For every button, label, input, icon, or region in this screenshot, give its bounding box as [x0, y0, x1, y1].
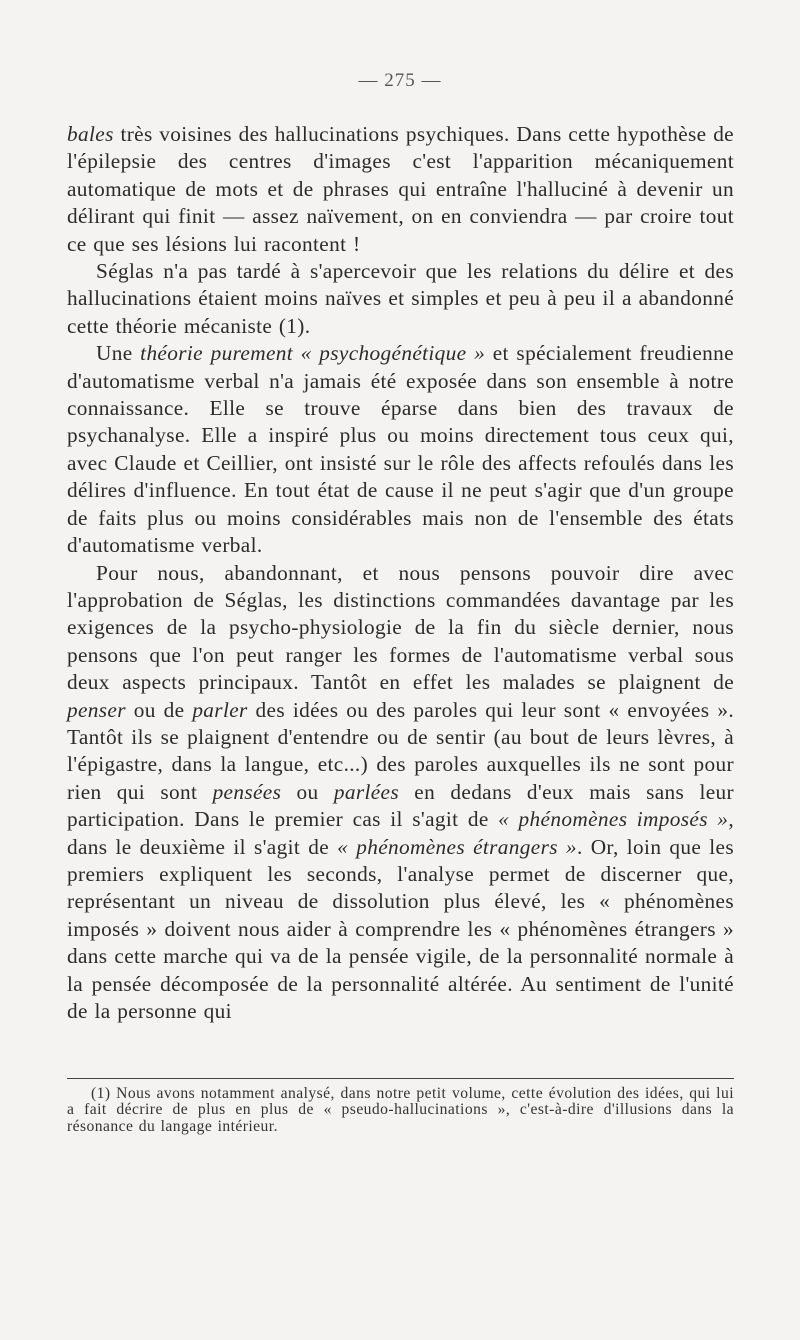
- text-span: Pour nous, abandonnant, et nous pensons pouvoir dire avec l'approbation de Séglas, les distinctions commandées davantage par les exigences de la psycho-physiologie de la fin du siècle dernier, nous pensons que l'on peut ranger les formes de l'automatisme verbal sous deux aspects principaux. Tantôt en effet les malades se plaignent de: [67, 560, 734, 695]
- text-span: Une: [96, 341, 141, 366]
- text-span: « phénomènes étrangers »: [337, 834, 577, 859]
- page-number: — 275 —: [358, 70, 442, 91]
- text-span: penser: [67, 697, 126, 722]
- footnote-divider: [67, 1078, 734, 1079]
- footnote: [67, 1086, 734, 1135]
- paragraph: [67, 258, 734, 340]
- text-span: ou de: [125, 697, 193, 722]
- footnote-text: (1) Nous avons notamment analysé, dans notre petit volume, cette évolution des idées, qui lui a fait décrire de plus en plus de « pseudo-hallucinations », c'est-à-dire d'illusions dans la résonance du langage intérieur.: [67, 1085, 734, 1135]
- text-span: , dans le deuxième il s'agit de: [67, 807, 734, 859]
- text-span: bales: [67, 122, 114, 146]
- text-span: en dedans d'eux mais sans leur participation. Dans le premier cas il s'agit de: [67, 779, 734, 832]
- body-text: [67, 121, 734, 1025]
- text-span: ou: [281, 779, 334, 804]
- text-span: théorie purement « psychogénétique »: [140, 341, 486, 366]
- paragraph: [67, 560, 734, 1026]
- text-span: et spécialement freudienne d'automatisme verbal n'a jamais été exposée dans son ensemble à notre connaissance. Elle se trouve éparse dans bien des travaux de psychanalyse. Elle a inspiré plus ou moins directement tous ceux qui, avec Claude et Ceillier, ont insisté sur le rôle des affects refoulés dans les délires d'influence. En tout état de cause il ne peut s'agir que d'un groupe de faits plus ou moins considérables mais non de l'ensemble des états d'automatisme verbal.: [67, 341, 734, 558]
- text-span: des idées ou des paroles qui leur sont « envoyées ». Tantôt ils se plaignent d'entendre ou de sentir (au bout de leurs lèvres, à l'épigastre, dans la langue, etc...) des paroles auxquelles ils ne sont pour rien qui sont: [67, 697, 734, 804]
- text-span: très voisines des hallucinations psychiques. Dans cette hypothèse de l'épilepsie des centres d'images c'est l'apparition mécaniquement automatique de mots et de phrases qui entraîne l'halluciné à devenir un délirant qui finit — assez naïvement, on en conviendra — par croire tout ce que ses lésions lui racontent !: [67, 122, 734, 256]
- text-span: « phénomènes imposés »: [498, 807, 729, 832]
- text-span: parlées: [333, 779, 399, 804]
- paragraph: [67, 121, 734, 258]
- text-span: Séglas n'a pas tardé à s'apercevoir que les relations du délire et des hallucinations étaient moins naïves et simples et peu à peu il a abandonné cette théorie mécaniste (1).: [67, 259, 734, 338]
- text-span: parler: [192, 697, 248, 722]
- text-span: . Or, loin que les premiers expliquent les seconds, l'analyse permet de discerner que, représentant un niveau de dissolution plus élevé, les « phénomènes imposés » doivent nous aider à comprendre les « phénomènes étrangers » dans cette marche qui va de la pensée vigile, de la personnalité normale à la pensée décomposée de la personnalité altérée. Au sentiment de l'unité de la personne qui: [67, 834, 734, 1023]
- text-span: pensées: [212, 779, 282, 804]
- paragraph: [67, 340, 734, 559]
